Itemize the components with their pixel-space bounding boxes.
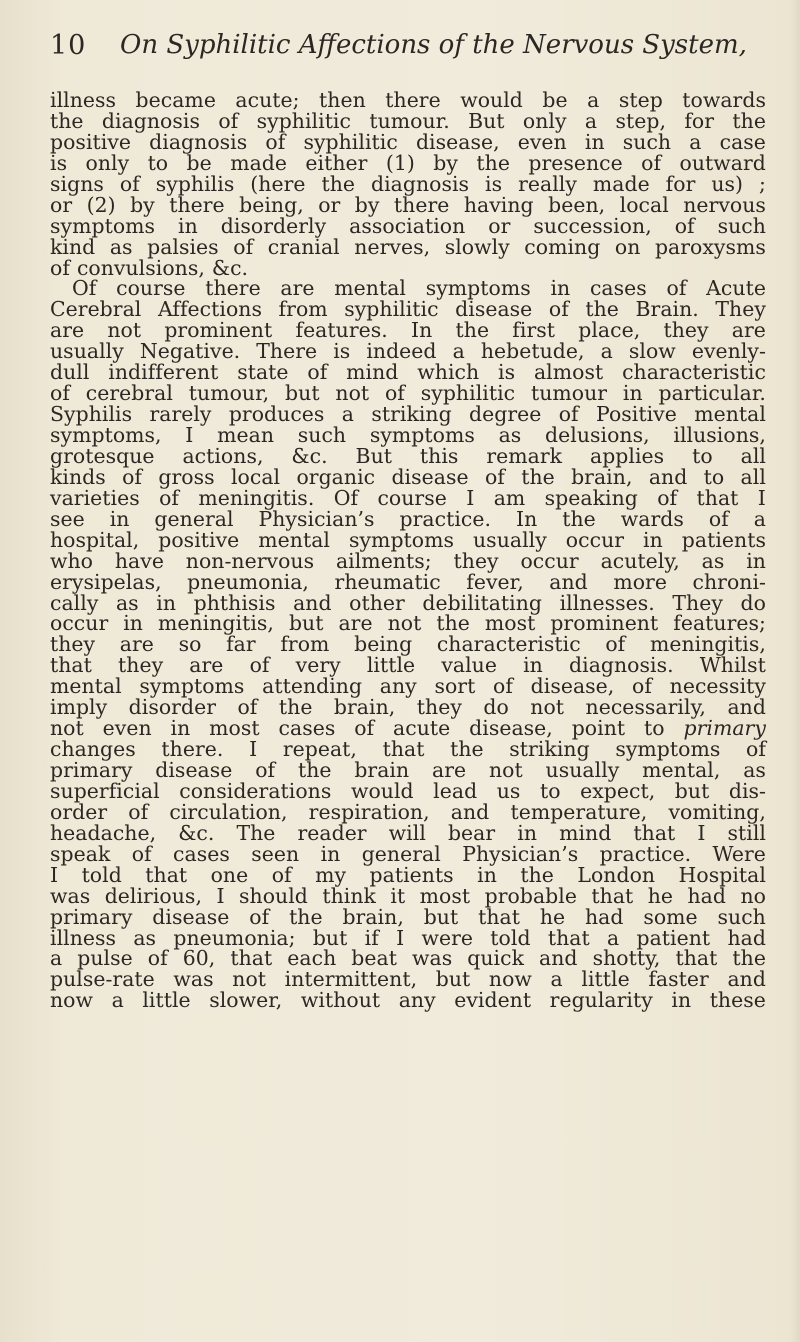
text-line: symptoms in disorderly association or succession, of such <box>50 213 766 238</box>
text-line: Of course there are mental symptoms in cases of Acute <box>72 276 766 301</box>
text-line: not even in most cases of acute disease, point to primary <box>50 716 766 741</box>
text-line: was delirious, I should think it most probable that he had no <box>50 883 766 908</box>
body-text <box>50 90 766 1011</box>
text-line: pulse-rate was not intermittent, but now a little faster and <box>50 967 766 992</box>
page-number: 10 <box>50 30 87 61</box>
text-line: hospital, positive mental symptoms usually occur in patients <box>50 527 766 552</box>
text-line: signs of syphilis (here the diagnosis is really made for us) ; <box>50 171 766 196</box>
text-line: superficial considerations would lead us to expect, but dis- <box>50 778 766 803</box>
text-line: is only to be made either (1) by the presence of outward <box>50 150 766 175</box>
text-line: of convulsions, &c. <box>50 255 249 280</box>
text-line: see in general Physician’s practice. In the wards of a <box>50 506 766 531</box>
text-line: or (2) by there being, or by there having been, local nervous <box>50 192 766 217</box>
text-line: symptoms, I mean such symptoms as delusions, illusions, <box>50 423 766 447</box>
text-line: primary disease of the brain are not usually mental, as <box>50 758 766 782</box>
text-line: I told that one of my patients in the London Hospital <box>50 862 766 887</box>
text-line: varieties of meningitis. Of course I am speaking of that I <box>50 485 766 510</box>
text-line: a pulse of 60, that each beat was quick and shotty, that the <box>50 946 766 971</box>
text-line: are not prominent features. In the first place, they are <box>50 318 766 343</box>
text-line: they are so far from being characteristic of meningitis, <box>50 632 766 657</box>
text-line: kinds of gross local organic disease of the brain, and to all <box>50 464 766 489</box>
text-line: dull indifferent state of mind which is almost characteristic <box>50 360 766 385</box>
text-line: mental symptoms attending any sort of disease, of necessity <box>50 674 766 699</box>
text-line: positive diagnosis of syphilitic disease, even in such a case <box>50 129 766 154</box>
text-line: imply disorder of the brain, they do not necessarily, and <box>50 695 766 720</box>
text-line: cally as in phthisis and other debilitating illnesses. They do <box>50 590 766 615</box>
text-line: illness became acute; then there would be a step towards <box>50 88 766 112</box>
text-line: headache, &c. The reader will bear in mind that I still <box>50 820 766 845</box>
text-line: speak of cases seen in general Physician’s practice. Were <box>50 841 766 866</box>
running-title: On Syphilitic Affections of the Nervous System, <box>120 30 747 60</box>
text-line: that they are of very little value in diagnosis. Whilst <box>50 653 766 678</box>
text-line: usually Negative. There is indeed a hebetude, a slow evenly- <box>50 339 766 364</box>
text-line: Cerebral Affections from syphilitic disease of the Brain. They <box>50 297 766 322</box>
text-line: Syphilis rarely produces a striking degree of Positive mental <box>50 402 766 427</box>
text-line: order of circulation, respiration, and temperature, vomiting, <box>50 799 766 824</box>
page-edge-shadow <box>790 0 800 1342</box>
text-line: who have non-nervous ailments; they occur acutely, as in <box>50 548 766 573</box>
text-line: the diagnosis of syphilitic tumour. But only a step, for the <box>50 108 766 133</box>
text-line: now a little slower, without any evident regularity in these <box>50 988 766 1013</box>
text-line: grotesque actions, &c. But this remark applies to all <box>50 443 766 468</box>
text-line: kind as palsies of cranial nerves, slowly coming on paroxysms <box>50 234 766 259</box>
text-line: illness as pneumonia; but if I were told that a patient had <box>50 925 766 950</box>
text-line: of cerebral tumour, but not of syphilitic tumour in particular. <box>50 381 766 406</box>
text-line: occur in meningitis, but are not the most prominent features; <box>50 611 766 636</box>
text-line: changes there. I repeat, that the striking symptoms of <box>50 737 766 762</box>
text-line: erysipelas, pneumonia, rheumatic fever, and more chroni- <box>50 569 766 594</box>
text-line: primary disease of the brain, but that he had some such <box>50 904 766 929</box>
page-header <box>50 30 760 70</box>
